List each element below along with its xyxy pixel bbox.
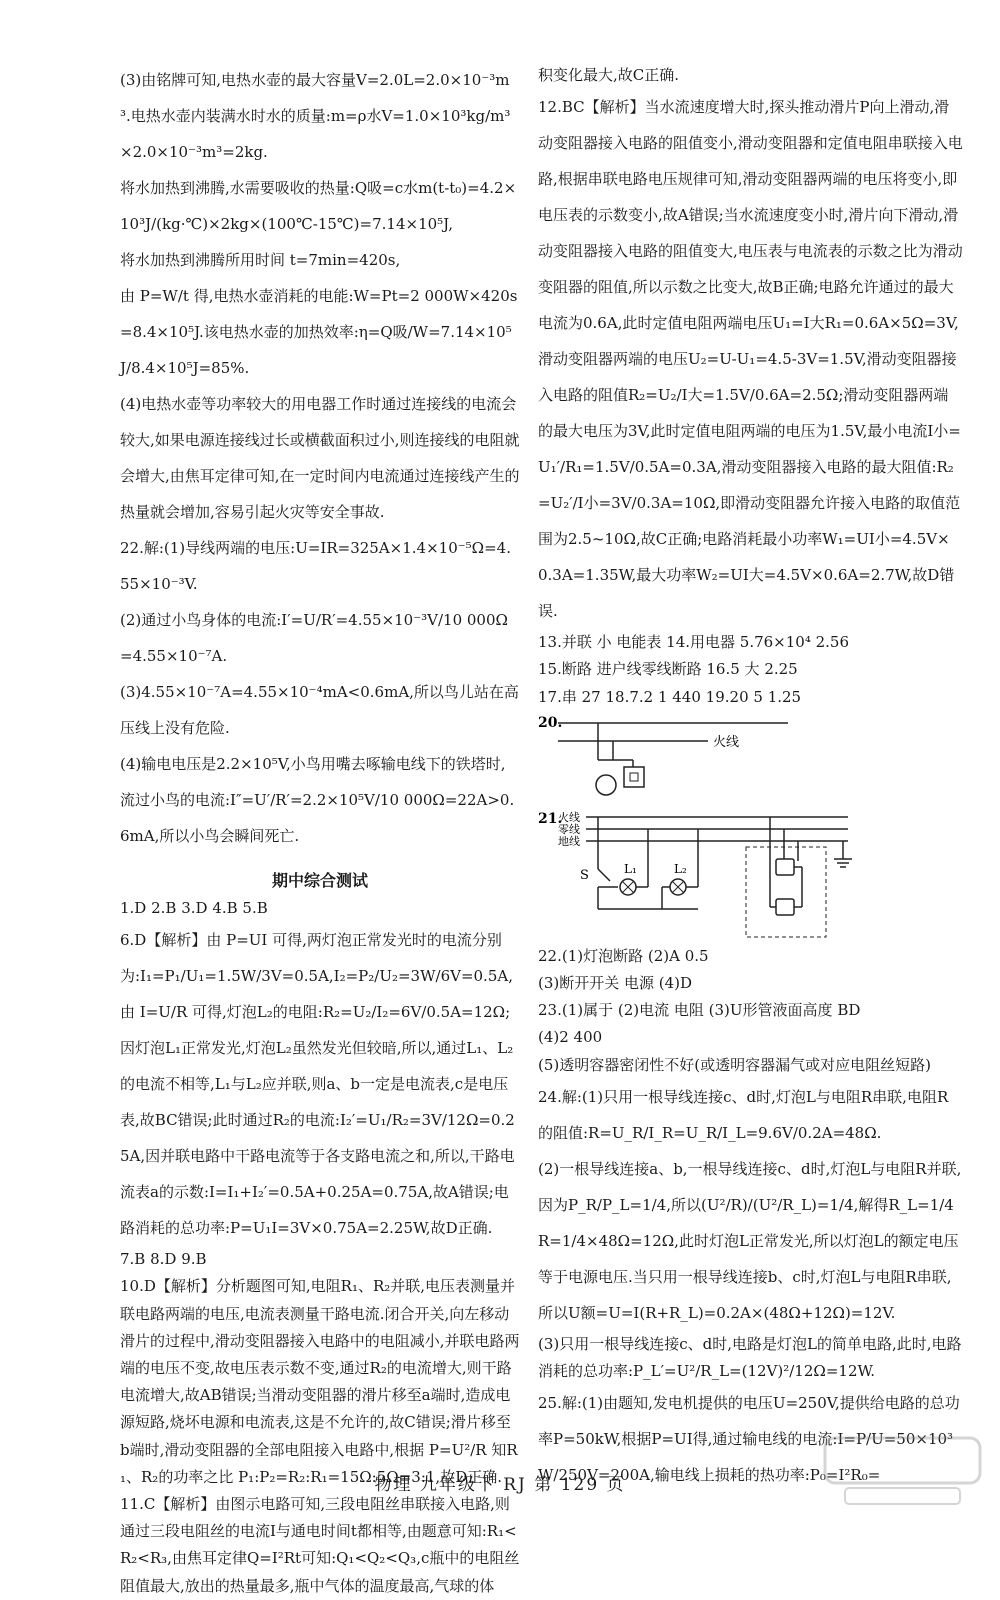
q20-fire-label: 火线 <box>713 734 740 750</box>
circuit-diagram-20 <box>538 715 838 805</box>
q21-zero-label: 零线 <box>558 822 580 836</box>
answer-24-3: (3)只用一根导线连接c、d时,电路是灯泡L的简单电路,此时,电路消耗的总功率:P_L′=U²/R_L=(12V)²/12Ω=12W. <box>538 1334 962 1381</box>
answer-22-2: (2)通过小鸟身体的电流:I′=U/R′=4.55×10⁻³V/10 000Ω=4.55×10⁻⁷A. <box>120 611 508 665</box>
answer-22-exp: 22.(1)灯泡断路 (2)A 0.5 <box>538 946 709 965</box>
answer-23: 23.(1)属于 (2)电流 电阻 (3)U形管液面高度 BD <box>538 1001 861 1020</box>
answers-15-16: 15.断路 进户线零线断路 16.5 大 2.25 <box>538 660 798 679</box>
answer-25-1: 25.解:(1)由题知,发电机提供的电压U=250V,提供给电路的总功率P=50kW,根据P=UI得,通过输电线的电流:I=P/U=50×10³W/250V=200A,输电线上损耗的热功率:P₀=I²R₀= <box>538 1394 960 1485</box>
q21-number: 21. <box>538 810 563 827</box>
watermark-logo-icon <box>815 1430 990 1510</box>
three-hole-socket-icon <box>776 859 794 875</box>
two-hole-socket-icon <box>776 899 794 915</box>
answer-11: 11.C【解析】由图示电路可知,三段电阻丝串联接入电路,则通过三段电阻丝的电流I与通电时间t都相等,由题意可知:R₁<R₂<R₃,由焦耳定律Q=I²Rt可知:Q₁<Q₂<Q₃,c瓶中的电阻丝阻值最大,放出的热量最多,瓶中气体的温度最高,气球的体 <box>120 1495 520 1595</box>
switch-icon <box>598 869 610 881</box>
answers-7-9: 7.B 8.D 9.B <box>120 1250 207 1269</box>
answer-22-1: 22.解:(1)导线两端的电压:U=IR=325A×1.4×10⁻⁵Ω=4.55×10⁻³V. <box>120 539 511 593</box>
lamp-icon <box>596 775 616 795</box>
answer-21-3-efficiency: 由 P=W/t 得,电热水壶消耗的电能:W=Pt=2 000W×420s=8.4×10⁵J.该电热水壶的加热效率:η=Q吸/W=7.14×10⁵J/8.4×10⁵J=85%. <box>120 287 518 377</box>
q21-ground-label: 地线 <box>558 834 580 848</box>
answer-23-5: (5)透明容器密闭性不好(或透明容器漏气或对应电阻丝短路) <box>538 1055 931 1074</box>
answer-21-3: (3)由铭牌可知,电热水壶的最大容量V=2.0L=2.0×10⁻³m³.电热水壶内装满水时水的质量:m=ρ水V=1.0×10³kg/m³×2.0×10⁻³m³=2kg. <box>120 71 511 161</box>
answer-11-cont: 积变化最大,故C正确. <box>538 66 680 84</box>
q20-number: 20. <box>538 714 563 731</box>
answer-21-4: (4)电热水壶等功率较大的用电器工作时通过连接线的电流会较大,如果电源连接线过长或横截面积过小,则连接线的电阻就会增大,由焦耳定律可知,在一定时间内电流通过连接线产生的热量就会增加,容易引起火灾等安全事故. <box>120 395 520 521</box>
right-column <box>538 62 963 1493</box>
answers-13-14: 13.并联 小 电能表 14.用电器 5.76×10⁴ 2.56 <box>538 633 850 652</box>
answer-21-3-heat: 将水加热到沸腾,水需要吸收的热量:Q吸=c水m(t-t₀)=4.2×10³J/(kg·℃)×2kg×(100℃-15℃)=7.14×10⁵J, <box>120 179 517 233</box>
answer-21-3-time: 将水加热到沸腾所用时间 t=7min=420s, <box>120 251 401 269</box>
answer-24-2: (2)一根导线连接a、b,一根导线连接c、d时,灯泡L与电阻R并联,因为P_R/P_L=1/4,所以(U²/R)/(U²/R_L)=1/4,解得R_L=1/4R=1/4×48Ω=12Ω,此时灯泡L正常发光,所以灯泡L的额定电压等于电源电压.当只用一根导线连接b、c时,灯泡L与电阻R串联,所以U额=U=I(R+R_L)=0.2A×(48Ω+12Ω)=12V. <box>538 1159 962 1322</box>
left-column <box>120 62 520 1600</box>
answer-23-4: (4)2 400 <box>538 1028 603 1047</box>
q21-switch-label: S <box>580 867 589 883</box>
page-footer: 物理 九年级下 RJ 第 129 页 <box>374 1475 626 1495</box>
answers-17-19: 17.串 27 18.7.2 1 440 19.20 5 1.25 <box>538 687 802 706</box>
q21-fire-label: 火线 <box>558 810 580 824</box>
circuit-diagram-21 <box>538 809 868 939</box>
socket-icon <box>624 767 644 787</box>
section-title: 期中综合测试 <box>271 871 368 890</box>
socket-box <box>746 847 826 937</box>
answer-22-exp-cont: (3)断开开关 电源 (4)D <box>538 974 693 993</box>
q21-l1-label: L₁ <box>624 861 637 876</box>
answer-12: 12.BC【解析】当水流速度增大时,探头推动滑片P向上滑动,滑动变阻器接入电路的阻值变小,滑动变阻器和定值电阻串联接入电路,根据串联电路电压规律可知,滑动变阻器两端的电压将变小,即电压表的示数变小,故A错误;当水流速度变小时,滑片向下滑动,滑动变阻器接入电路的阻值变大,电压表与电流表的示数之比为滑动变阻器的阻值,所以示数之比变大,故B正确;电路允许通过的最大电流为0.6A,此时定值电阻两端电压U₁=I大R₁=0.6A×5Ω=3V,滑动变阻器两端的电压U₂=U-U₁=4.5-3V=1.5V,滑动变阻器接入电路的阻值R₂=U₂/I大=1.5V/0.6A=2.5Ω;滑动变阻器两端的最大电压为3V,此时定值电阻两端的电压为1.5V,最小电流I小=U₁′/R₁=1.5V/0.5A=0.3A,滑动变阻器接入电路的最大阻值:R₂=U₂′/I小=3V/0.3A=10Ω,即滑动变阻器允许接入电路的取值范围为2.5~10Ω,故C正确;电路消耗最小功率W₁=UI小=4.5V×0.3A=1.35W,最大功率W₂=UI大=4.5V×0.6A=2.7W,故D错误. <box>538 98 963 621</box>
answer-10: 10.D【解析】分析题图可知,电阻R₁、R₂并联,电压表测量并联电路两端的电压,电流表测量干路电流.闭合开关,向左移动滑片的过程中,滑动变阻器接入电路中的电阻减小,并联电路两端的电压不变,故电压表示数不变,通过R₂的电流增大,则干路电流增大,故AB错误;当滑动变阻器的滑片移至a端时,造成电源短路,烧坏电源和电流表,这是不允许的,故C错误;滑片移至b端时,滑动变阻器的全部电阻接入电路中,根据 P=U²/R 知R₁、R₂的功率之比 P₁:P₂=R₂:R₁=15Ω:5Ω=3:1,故D正确. <box>120 1277 520 1486</box>
q21-l2-label: L₂ <box>674 861 687 876</box>
answer-24-1: 24.解:(1)只用一根导线连接c、d时,灯泡L与电阻R串联,电阻R的阻值:R=U_R/I_R=U_R/I_L=9.6V/0.2A=48Ω. <box>538 1087 949 1142</box>
answer-6: 6.D【解析】由 P=UI 可得,两灯泡正常发光时的电流分别为:I₁=P₁/U₁=1.5W/3V=0.5A,I₂=P₂/U₂=3W/6V=0.5A,由 I=U/R 可得,灯泡L₂的电阻:R₂=U₂/I₂=6V/0.5A=12Ω;因灯泡L₁正常发光,灯泡L₂虽然发光但较暗,所以,通过L₁、L₂的电流不相等,L₁与L₂应并联,则a、b一定是电流表,c是电压表,故BC错误;此时通过R₂的电流:I₂′=U₁/R₂=3V/12Ω=0.25A,因并联电路中干路电流等于各支路电流之和,所以,干路电流表a的示数:I=I₁+I₂′=0.5A+0.25A=0.75A,故A错误;电路消耗的总功率:P=U₁I=3V×0.75A=2.25W,故D正确. <box>120 931 515 1238</box>
answers-1-5: 1.D 2.B 3.D 4.B 5.B <box>120 899 268 917</box>
answer-22-4: (4)输电电压是2.2×10⁵V,小鸟用嘴去啄输电线下的铁塔时,流过小鸟的电流:I″=U′/R′=2.2×10⁵V/10 000Ω=22A>0.6mA,所以小鸟会瞬间死亡. <box>120 755 515 845</box>
answer-22-3: (3)4.55×10⁻⁷A=4.55×10⁻⁴mA<0.6mA,所以鸟儿站在高压线上没有危险. <box>120 683 519 737</box>
